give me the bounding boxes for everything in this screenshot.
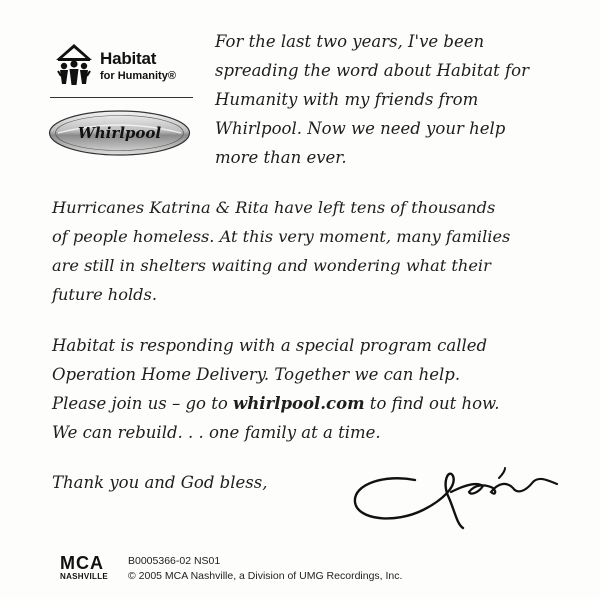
- letter-line: future holds.: [52, 285, 157, 304]
- letter-line: Habitat is responding with a special program called: [52, 336, 488, 355]
- habitat-logo-subtitle: for Humanity®: [100, 70, 176, 82]
- mca-logo-subtitle: NASHVILLE: [60, 572, 109, 581]
- mca-nashville-logo: [60, 554, 120, 584]
- letter-line: more than ever.: [215, 148, 347, 167]
- letter-line: We can rebuild. . . one family at a time.: [52, 423, 381, 442]
- habitat-logo-name: Habitat: [100, 49, 157, 68]
- letter-line: of people homeless. At this very moment, many families: [52, 227, 511, 246]
- whirlpool-logo-name: Whirlpool: [77, 124, 162, 142]
- whirlpool-oval-icon: [48, 109, 191, 157]
- copyright-notice: © 2005 MCA Nashville, a Division of UMG Recordings, Inc.: [128, 570, 403, 582]
- letter-line-text: Please join us – go to: [52, 394, 234, 413]
- whirlpool-logo: [48, 109, 191, 157]
- catalog-number: B0005366-02 NS01: [128, 555, 221, 567]
- letter-line-text: to find out how.: [364, 394, 500, 413]
- letter-closing: Thank you and God bless,: [52, 473, 268, 492]
- handwritten-signature-icon: [345, 462, 570, 534]
- mca-logo-name: MCA: [60, 553, 104, 573]
- letter-line: Humanity with my friends from: [215, 90, 479, 109]
- letter-line: Operation Home Delivery. Together we can help.: [52, 365, 461, 384]
- letter-line: are still in shelters waiting and wondering what their: [52, 256, 491, 275]
- letter-line: For the last two years, I've been: [215, 32, 485, 51]
- habitat-for-humanity-logo: [52, 40, 192, 96]
- letter-line: Hurricanes Katrina & Rita have left tens of thousands: [52, 198, 496, 217]
- letter-line-with-url: [52, 396, 499, 413]
- logo-divider: [50, 97, 193, 98]
- whirlpool-url-link[interactable]: whirlpool.com: [233, 394, 365, 413]
- habitat-house-people-icon: [52, 40, 96, 86]
- letter-line: spreading the word about Habitat for: [215, 61, 529, 80]
- letter-line: Whirlpool. Now we need your help: [215, 119, 506, 138]
